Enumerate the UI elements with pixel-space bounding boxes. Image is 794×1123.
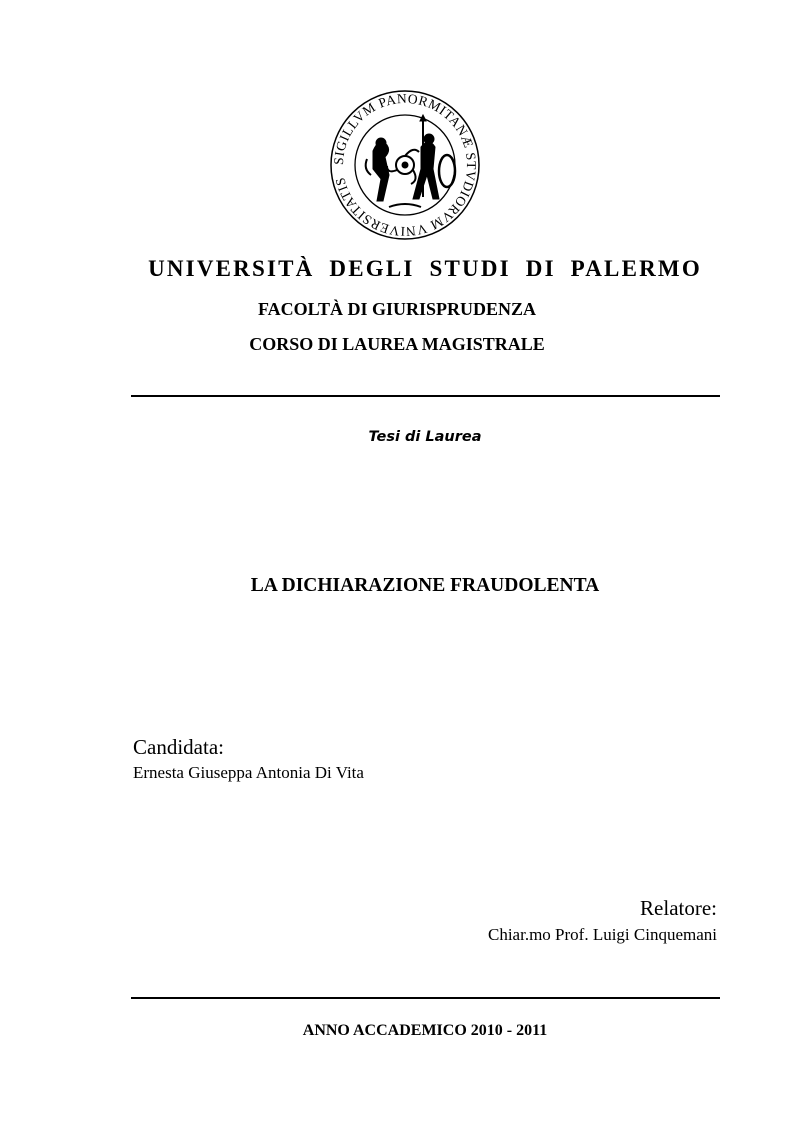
thesis-type: Tesi di Laurea — [368, 429, 482, 445]
thesis-title: LA DICHIARAZIONE FRAUDOLENTA — [250, 575, 600, 596]
university-name: UNIVERSITÀ DEGLI STUDI DI PALERMO — [148, 256, 702, 281]
seal-ring-text: SIGILLVM PANORMITANÆ STVDIORVM VNIVERSITATIS — [330, 90, 480, 240]
supervisor-name: Chiar.mo Prof. Luigi Cinquemani — [487, 925, 717, 944]
bottom-divider — [131, 997, 720, 999]
faculty-name: FACOLTÀ DI GIURISPRUDENZA — [257, 299, 537, 319]
supervisor-label: Relatore: — [640, 896, 717, 920]
seal-graphic — [329, 89, 481, 241]
candidate-label: Candidata: — [133, 735, 224, 759]
top-divider — [131, 395, 720, 397]
university-seal-icon — [329, 89, 481, 241]
course-name: CORSO DI LAUREA MAGISTRALE — [249, 334, 545, 354]
academic-year: ANNO ACCADEMICO 2010 - 2011 — [302, 1022, 548, 1039]
candidate-name: Ernesta Giuseppa Antonia Di Vita — [133, 763, 364, 782]
